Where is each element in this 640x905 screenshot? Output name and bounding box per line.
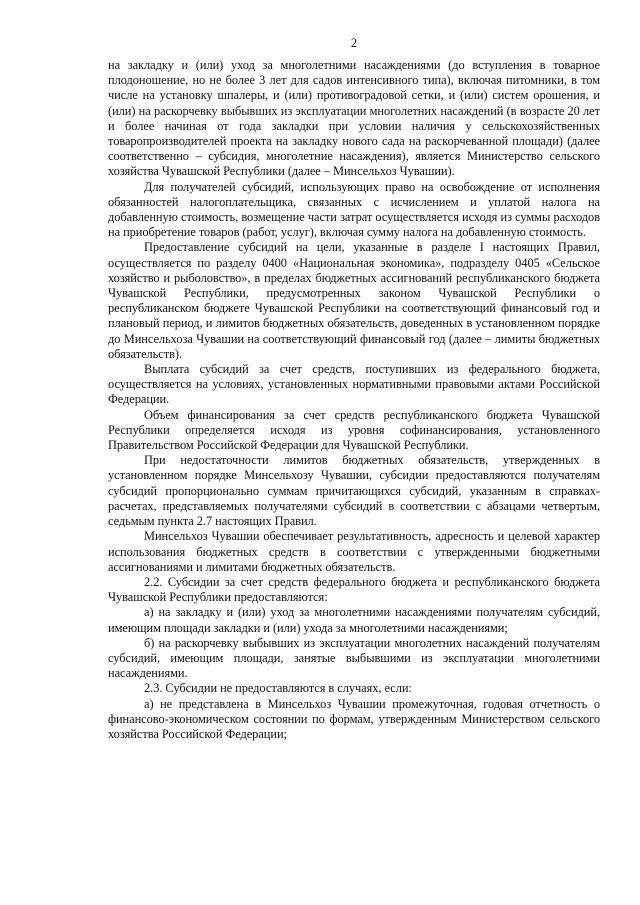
paragraph-3: Предоставление субсидий на цели, указанные в разделе I настоящих Правил, осуществляется по разделу 0400 «Национальная экономика», подразделу 0405 «Сельское хозяйство и рыболовство», в пределах бюджетных ассигнований республиканского бюджета Чувашской Республики, предусмотренных законом Чувашской Республики о республиканском бюджете Чувашской Республики на соответствующий финансовый год и плановый период, и лимитов бюджетных обязательств, доведенных в установленном порядке до Минсельхоза Чувашии на соответствующий финансовый год (далее – лимиты бюджетных обязательств).	[108, 240, 600, 361]
paragraph-7: Минсельхоз Чувашии обеспечивает результативность, адресность и целевой характер использования бюджетных средств в соответствии с утвержденными бюджетными ассигнованиями и лимитами бюджетных обязательств.	[108, 529, 600, 574]
paragraph-12: а) не представлена в Минсельхоз Чувашии промежуточная, годовая отчетность о финансово-экономическом состоянии по формам, утвержденным Министерством сельского хозяйства Российской Федерации;	[108, 696, 600, 741]
paragraph-4: Выплата субсидий за счет средств, поступивших из федерального бюджета, осуществляется на условиях, установленных нормативными правовыми актами Российской Федерации.	[108, 362, 600, 407]
paragraph-6: При недостаточности лимитов бюджетных обязательств, утвержденных в установленном порядке Минсельхозу Чувашии, субсидии предоставляются получателям субсидий пропорционально суммам причитающихся субсидий, указанным в справках-расчетах, представляемых получателями субсидий в соответствии с абзацами четвертым, седьмым пункта 2.7 настоящих Правил.	[108, 453, 600, 529]
paragraph-9: а) на закладку и (или) уход за многолетними насаждениями получателям субсидий, имеющим площади закладки и (или) ухода за многолетними насаждениями;	[108, 605, 600, 635]
paragraph-2: Для получателей субсидий, использующих право на освобождение от исполнения обязанностей налогоплательщика, связанных с исчислением и уплатой налога на добавленную стоимость, возмещение части затрат осуществляется исходя из суммы расходов на приобретение товаров (работ, услуг), включая сумму налога на добавленную стоимость.	[108, 179, 600, 240]
paragraph-5: Объем финансирования за счет средств республиканского бюджета Чувашской Республики определяется исходя из уровня софинансирования, установленного Правительством Российской Федерации для Чувашской Республики.	[108, 407, 600, 453]
paragraph-8: 2.2. Субсидии за счет средств федерального бюджета и республиканского бюджета Чувашской Республики предоставляются:	[108, 574, 600, 605]
page-number: 2	[350, 36, 358, 50]
paragraph-10: б) на раскорчевку выбывших из эксплуатации многолетних насаждений получателям субсидий, имеющим площади, занятые выбывшими из эксплуатации многолетними насаждениями.	[108, 635, 600, 681]
paragraph-11: 2.3. Субсидии не предоставляются в случаях, если:	[144, 681, 412, 696]
paragraph-1: на закладку и (или) уход за многолетними насаждениями (до вступления в товарное плодоношение, но не более 3 лет для садов интенсивного типа), включая питомники, в том числе на установку шпалеры, и (или) противоградовой сетки, и (или) систем орошения, и (или) на раскорчевку выбывших из эксплуатации многолетних насаждений (в возрасте 20 лет и более начиная от года закладки при условии наличия у сельскохозяйственных товаропроизводителей проекта на закладку нового сада на раскорчеванной площади) (далее соответственно – субсидия, многолетние насаждения), является Министерство сельского хозяйства Чувашской Республики (далее – Минсельхоз Чувашии).	[108, 58, 600, 179]
